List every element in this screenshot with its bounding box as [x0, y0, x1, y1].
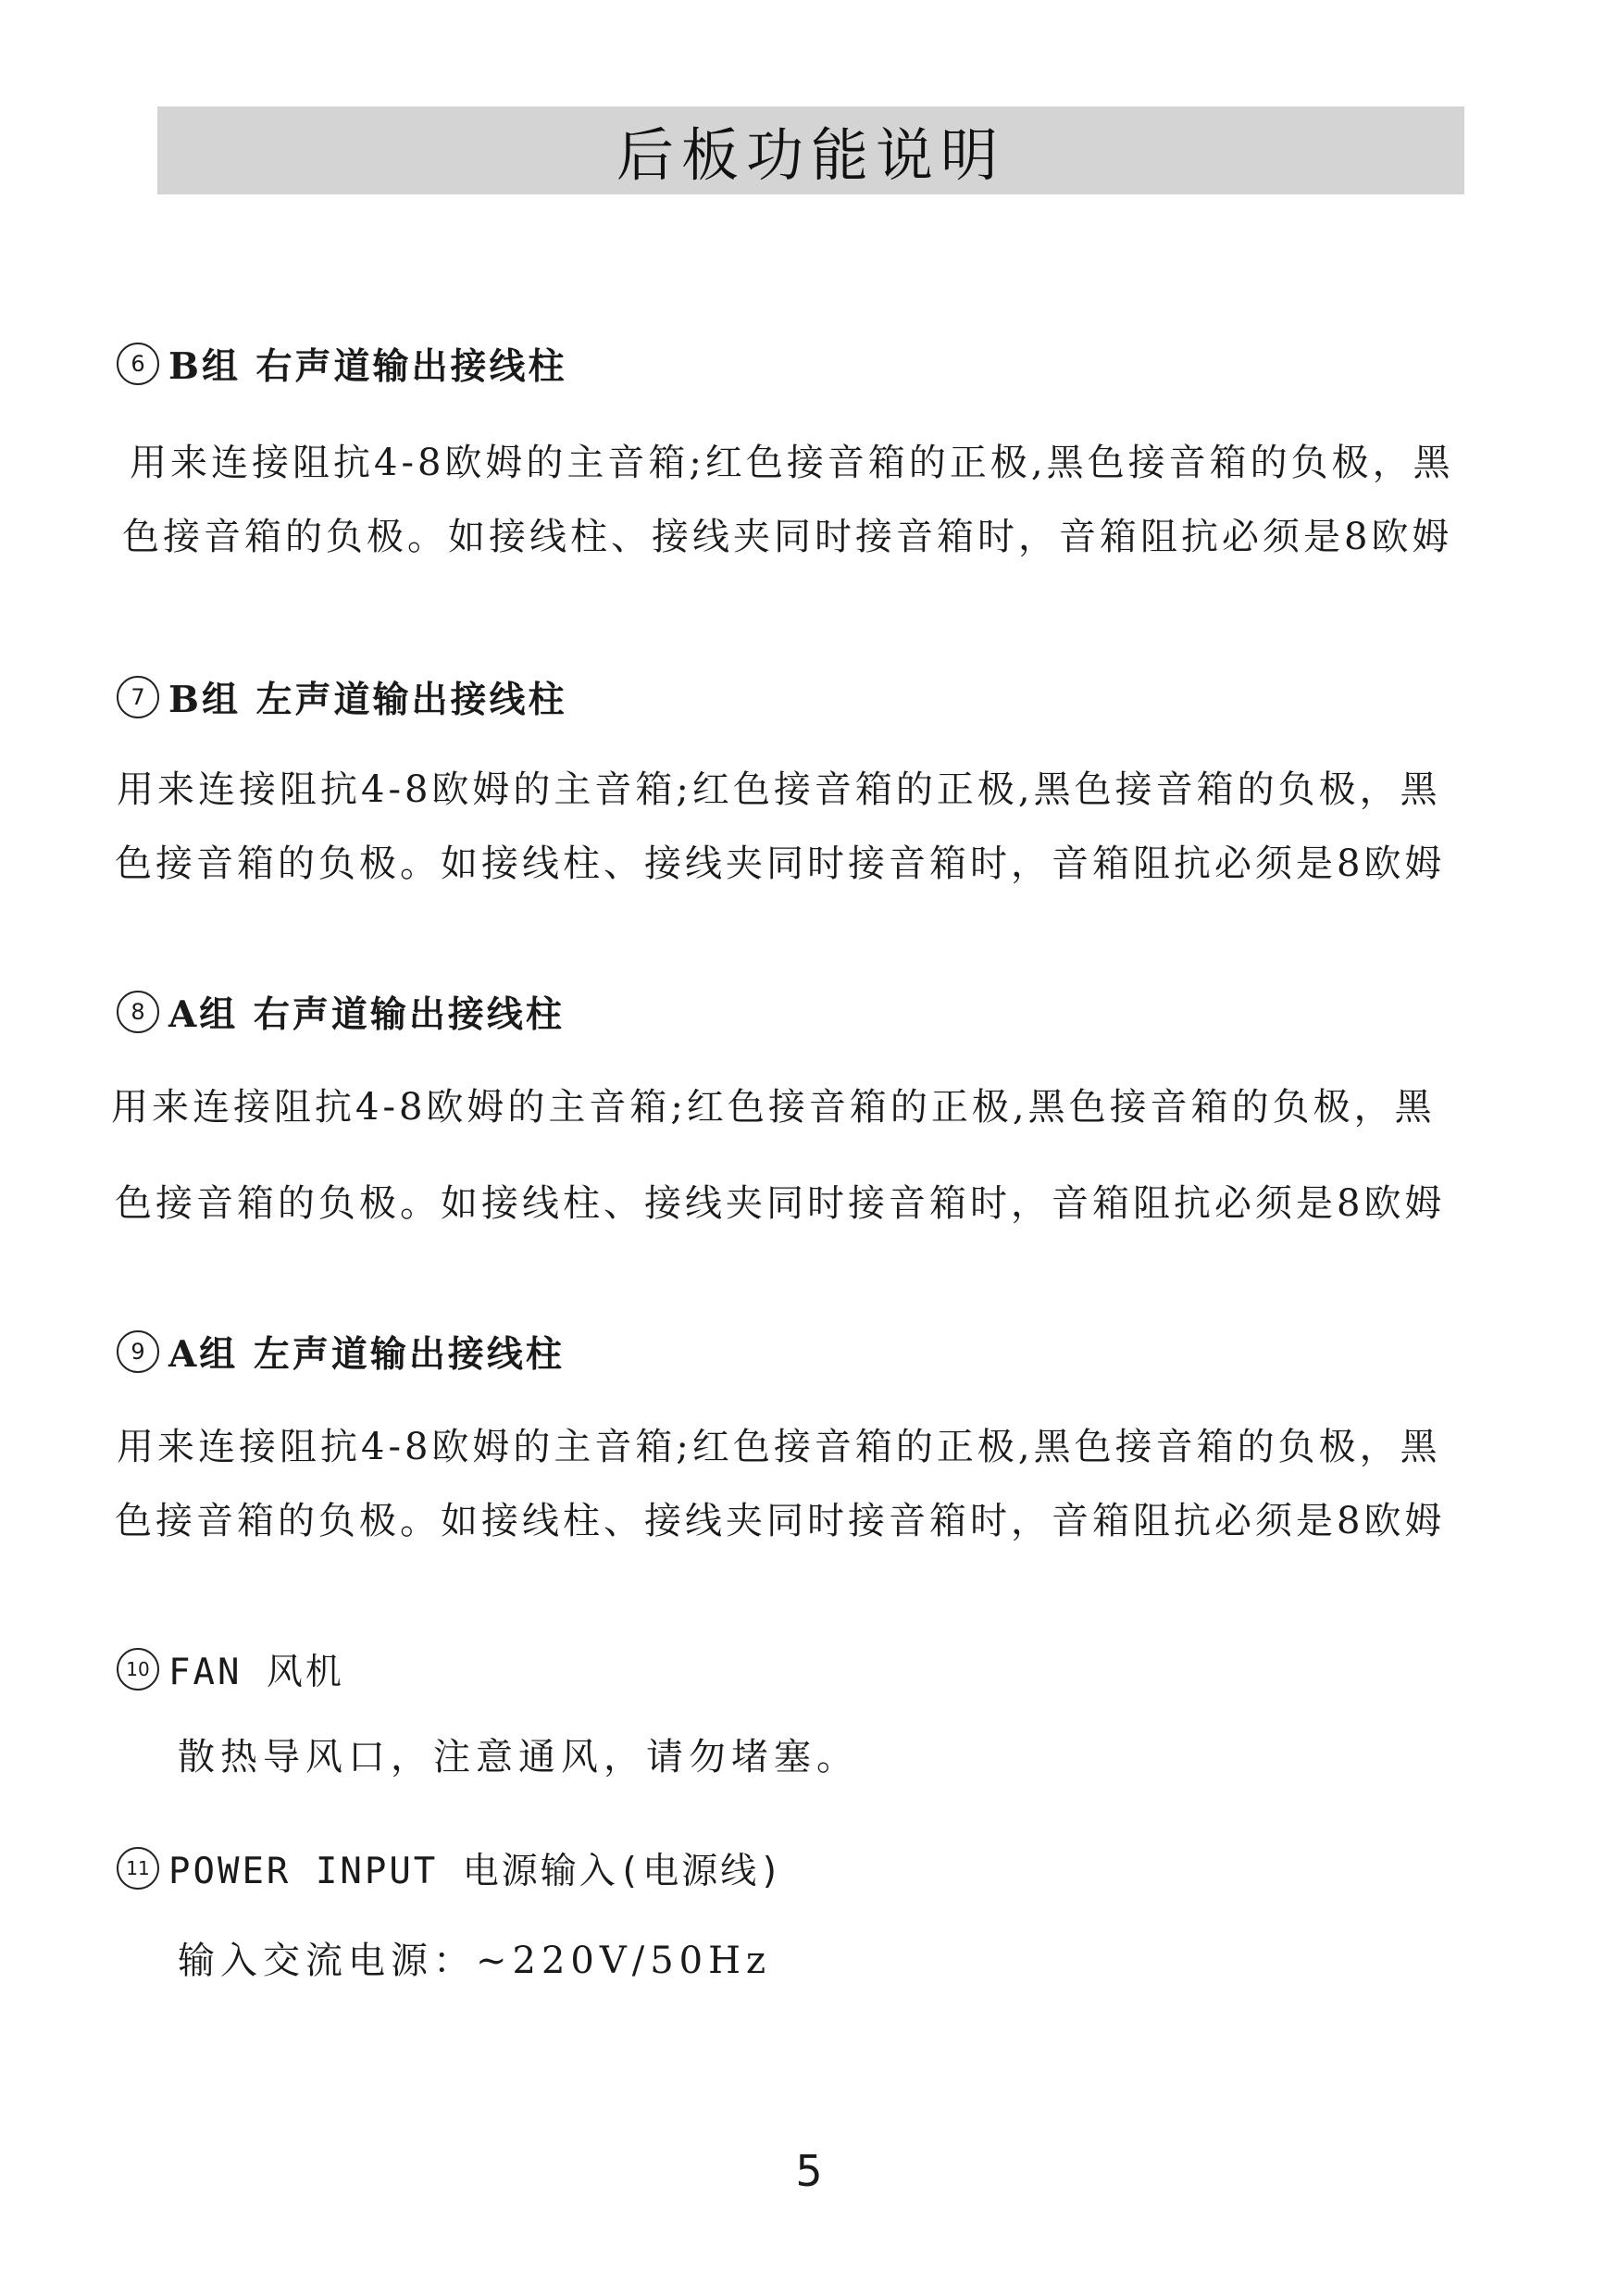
section-body-line: 用来连接阻抗4-8欧姆的主音箱;红色接音箱的正极,黑色接音箱的负极，黑 — [111, 1086, 1436, 1129]
page-title: 后板功能说明 — [616, 121, 1005, 189]
section-title: POWER INPUT 电源输入(电源线) — [168, 1851, 784, 1892]
circled-number-8: 8 — [117, 991, 159, 1033]
section-body-line: 色接音箱的负极。如接线柱、接线夹同时接音箱时，音箱阻抗必须是8欧姆 — [122, 516, 1453, 558]
section-body-line: 色接音箱的负极。如接线柱、接线夹同时接音箱时，音箱阻抗必须是8欧姆 — [115, 1182, 1446, 1225]
section-heading-11 — [117, 1842, 784, 1894]
section-title: B组 左声道输出接线柱 — [168, 679, 567, 721]
section-body-line: 用来连接阻抗4-8欧姆的主音箱;红色接音箱的正极,黑色接音箱的负极，黑 — [130, 442, 1454, 484]
section-heading-8 — [117, 986, 565, 1038]
circled-number-10: 10 — [117, 1648, 159, 1691]
circled-number-11: 11 — [117, 1847, 159, 1890]
section-heading-7 — [117, 671, 567, 723]
section-title: FAN 风机 — [168, 1652, 344, 1693]
section-body-line: 散热导风口，注意通风，请勿堵塞。 — [178, 1736, 859, 1778]
section-title: B组 右声道输出接线柱 — [168, 345, 567, 388]
section-body-line: 用来连接阻抗4-8欧姆的主音箱;红色接音箱的正极,黑色接音箱的负极，黑 — [117, 1426, 1441, 1468]
title-bar — [157, 106, 1464, 194]
section-body-line: 色接音箱的负极。如接线柱、接线夹同时接音箱时，音箱阻抗必须是8欧姆 — [115, 842, 1446, 885]
section-title: A组 右声道输出接线柱 — [168, 993, 565, 1036]
section-heading-10 — [117, 1643, 344, 1695]
circled-number-6: 6 — [117, 343, 159, 385]
circled-number-7: 7 — [117, 676, 159, 718]
page-number: 5 — [795, 2146, 823, 2196]
circled-number-9: 9 — [117, 1330, 159, 1373]
section-title: A组 左声道输出接线柱 — [168, 1333, 565, 1376]
section-body-line: 色接音箱的负极。如接线柱、接线夹同时接音箱时，音箱阻抗必须是8欧姆 — [115, 1500, 1446, 1542]
section-body-line: 用来连接阻抗4-8欧姆的主音箱;红色接音箱的正极,黑色接音箱的负极，黑 — [117, 768, 1441, 811]
section-heading-6 — [117, 338, 567, 390]
section-body-line: 输入交流电源：~220V/50Hz — [178, 1940, 772, 1982]
section-heading-9 — [117, 1326, 565, 1378]
